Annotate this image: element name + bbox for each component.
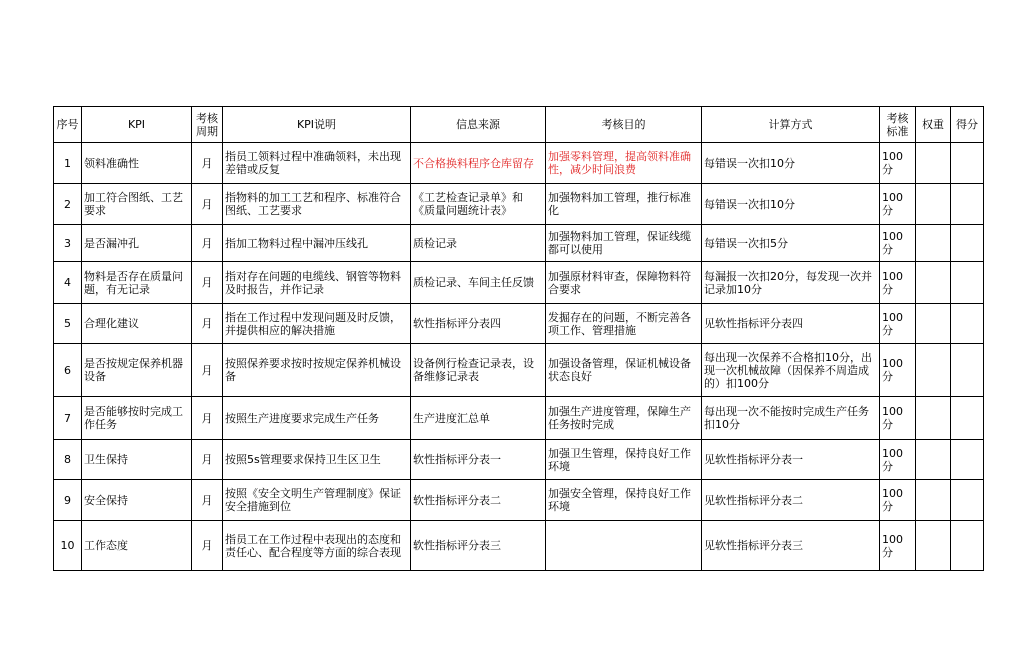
row-score bbox=[951, 397, 984, 440]
row-score bbox=[951, 521, 984, 571]
row-purpose: 加强物料加工管理，保证线缆都可以使用 bbox=[546, 225, 702, 262]
row-source: 《工艺检查记录单》和《质量问题统计表》 bbox=[411, 184, 546, 225]
header-weight: 权重 bbox=[916, 107, 951, 143]
row-source: 软性指标评分表三 bbox=[411, 521, 546, 571]
row-weight bbox=[916, 225, 951, 262]
header-period: 考核周期 bbox=[192, 107, 223, 143]
table-row bbox=[54, 225, 984, 262]
row-purpose: 加强卫生管理，保持良好工作环境 bbox=[546, 440, 702, 480]
row-calc: 每错误一次扣10分 bbox=[702, 184, 880, 225]
row-standard: 100分 bbox=[880, 262, 916, 304]
row-period: 月 bbox=[192, 440, 223, 480]
row-desc: 按照5s管理要求保持卫生区卫生 bbox=[223, 440, 411, 480]
row-calc: 每漏报一次扣20分，每发现一次并记录加10分 bbox=[702, 262, 880, 304]
header-standard: 考核标准 bbox=[880, 107, 916, 143]
row-number: 2 bbox=[54, 184, 82, 225]
row-desc: 指对存在问题的电缆线、钢管等物料及时报告，并作记录 bbox=[223, 262, 411, 304]
row-weight bbox=[916, 262, 951, 304]
row-kpi: 物料是否存在质量问题，有无记录 bbox=[82, 262, 192, 304]
row-weight bbox=[916, 521, 951, 571]
row-score bbox=[951, 225, 984, 262]
row-period: 月 bbox=[192, 521, 223, 571]
header-source: 信息来源 bbox=[411, 107, 546, 143]
row-purpose: 加强原材料审查，保障物料符合要求 bbox=[546, 262, 702, 304]
row-kpi: 加工符合图纸、工艺要求 bbox=[82, 184, 192, 225]
header-desc: KPI说明 bbox=[223, 107, 411, 143]
row-number: 1 bbox=[54, 143, 82, 184]
table-row bbox=[54, 440, 984, 480]
row-period: 月 bbox=[192, 480, 223, 521]
row-weight bbox=[916, 184, 951, 225]
row-period: 月 bbox=[192, 262, 223, 304]
row-number: 8 bbox=[54, 440, 82, 480]
kpi-table bbox=[53, 106, 984, 571]
row-purpose: 发掘存在的问题，不断完善各项工作、管理措施 bbox=[546, 304, 702, 344]
row-purpose: 加强物料加工管理，推行标准化 bbox=[546, 184, 702, 225]
row-kpi: 是否能够按时完成工作任务 bbox=[82, 397, 192, 440]
row-score bbox=[951, 344, 984, 397]
row-desc: 指员工领料过程中准确领料，未出现差错或反复 bbox=[223, 143, 411, 184]
row-calc: 每错误一次扣10分 bbox=[702, 143, 880, 184]
row-number: 10 bbox=[54, 521, 82, 571]
header-row bbox=[54, 107, 984, 143]
table-row bbox=[54, 344, 984, 397]
header-purpose: 考核目的 bbox=[546, 107, 702, 143]
header-seq: 序号 bbox=[54, 107, 82, 143]
row-kpi: 是否按规定保养机器设备 bbox=[82, 344, 192, 397]
row-period: 月 bbox=[192, 225, 223, 262]
row-score bbox=[951, 440, 984, 480]
table-row bbox=[54, 480, 984, 521]
row-purpose: 加强设备管理，保证机械设备状态良好 bbox=[546, 344, 702, 397]
row-calc: 见软性指标评分表三 bbox=[702, 521, 880, 571]
row-number: 4 bbox=[54, 262, 82, 304]
row-standard: 100分 bbox=[880, 143, 916, 184]
row-number: 6 bbox=[54, 344, 82, 397]
row-score bbox=[951, 143, 984, 184]
row-period: 月 bbox=[192, 397, 223, 440]
row-standard: 100分 bbox=[880, 440, 916, 480]
row-desc: 按照生产进度要求完成生产任务 bbox=[223, 397, 411, 440]
row-purpose: 加强零料管理，提高领料准确性，减少时间浪费 bbox=[546, 143, 702, 184]
row-standard: 100分 bbox=[880, 344, 916, 397]
row-weight bbox=[916, 344, 951, 397]
row-score bbox=[951, 262, 984, 304]
row-score bbox=[951, 480, 984, 521]
row-kpi: 安全保持 bbox=[82, 480, 192, 521]
row-number: 3 bbox=[54, 225, 82, 262]
table-row bbox=[54, 143, 984, 184]
row-weight bbox=[916, 397, 951, 440]
row-standard: 100分 bbox=[880, 521, 916, 571]
row-source: 质检记录 bbox=[411, 225, 546, 262]
row-purpose: 加强生产进度管理，保障生产任务按时完成 bbox=[546, 397, 702, 440]
row-number: 9 bbox=[54, 480, 82, 521]
table-row bbox=[54, 262, 984, 304]
row-calc: 见软性指标评分表一 bbox=[702, 440, 880, 480]
row-source: 不合格换料程序仓库留存 bbox=[411, 143, 546, 184]
row-calc: 每出现一次不能按时完成生产任务扣10分 bbox=[702, 397, 880, 440]
row-standard: 100分 bbox=[880, 184, 916, 225]
row-standard: 100分 bbox=[880, 397, 916, 440]
row-standard: 100分 bbox=[880, 480, 916, 521]
row-kpi: 是否漏冲孔 bbox=[82, 225, 192, 262]
row-desc: 指物料的加工工艺和程序、标准符合图纸、工艺要求 bbox=[223, 184, 411, 225]
row-weight bbox=[916, 440, 951, 480]
row-kpi: 卫生保持 bbox=[82, 440, 192, 480]
table-row bbox=[54, 397, 984, 440]
row-number: 5 bbox=[54, 304, 82, 344]
table-row bbox=[54, 304, 984, 344]
row-desc: 指加工物料过程中漏冲压线孔 bbox=[223, 225, 411, 262]
row-score bbox=[951, 184, 984, 225]
row-source: 软性指标评分表四 bbox=[411, 304, 546, 344]
row-period: 月 bbox=[192, 184, 223, 225]
row-calc: 见软性指标评分表四 bbox=[702, 304, 880, 344]
row-number: 7 bbox=[54, 397, 82, 440]
row-weight bbox=[916, 143, 951, 184]
row-desc: 按照保养要求按时按规定保养机械设备 bbox=[223, 344, 411, 397]
row-kpi: 工作态度 bbox=[82, 521, 192, 571]
row-period: 月 bbox=[192, 143, 223, 184]
row-calc: 每出现一次保养不合格扣10分，出现一次机械故障（因保养不周造成的）扣100分 bbox=[702, 344, 880, 397]
header-score: 得分 bbox=[951, 107, 984, 143]
row-desc: 指员工在工作过程中表现出的态度和责任心、配合程度等方面的综合表现 bbox=[223, 521, 411, 571]
row-calc: 每错误一次扣5分 bbox=[702, 225, 880, 262]
row-source: 设备例行检查记录表，设备维修记录表 bbox=[411, 344, 546, 397]
row-kpi: 合理化建议 bbox=[82, 304, 192, 344]
row-source: 生产进度汇总单 bbox=[411, 397, 546, 440]
header-kpi: KPI bbox=[82, 107, 192, 143]
row-source: 软性指标评分表一 bbox=[411, 440, 546, 480]
row-purpose: 加强安全管理，保持良好工作环境 bbox=[546, 480, 702, 521]
row-standard: 100分 bbox=[880, 225, 916, 262]
row-standard: 100分 bbox=[880, 304, 916, 344]
row-period: 月 bbox=[192, 344, 223, 397]
table-row bbox=[54, 184, 984, 225]
row-desc: 指在工作过程中发现问题及时反馈，并提供相应的解决措施 bbox=[223, 304, 411, 344]
row-score bbox=[951, 304, 984, 344]
header-calc: 计算方式 bbox=[702, 107, 880, 143]
row-weight bbox=[916, 304, 951, 344]
row-period: 月 bbox=[192, 304, 223, 344]
row-kpi: 领料准确性 bbox=[82, 143, 192, 184]
row-weight bbox=[916, 480, 951, 521]
row-desc: 按照《安全文明生产管理制度》保证安全措施到位 bbox=[223, 480, 411, 521]
row-purpose bbox=[546, 521, 702, 571]
row-calc: 见软性指标评分表二 bbox=[702, 480, 880, 521]
row-source: 质检记录、车间主任反馈 bbox=[411, 262, 546, 304]
table-row bbox=[54, 521, 984, 571]
row-source: 软性指标评分表二 bbox=[411, 480, 546, 521]
